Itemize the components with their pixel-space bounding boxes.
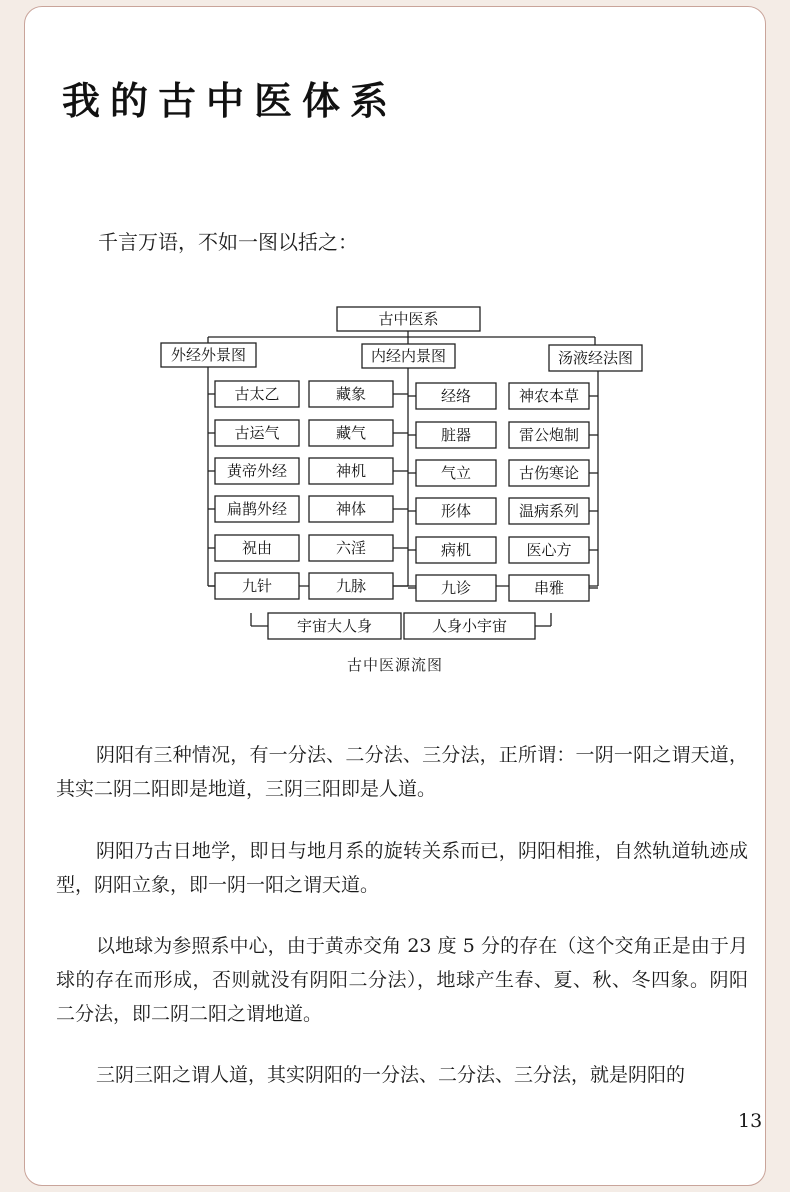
- node-label: 九诊: [440, 579, 472, 597]
- node-label: 形体: [440, 502, 472, 520]
- diagram-bottom: [268, 613, 535, 639]
- paragraph: 三阴三阳之谓人道，其实阴阳的一分法、二分法、三分法，就是阴阳的: [96, 1064, 686, 1086]
- node-label: 藏气: [335, 424, 367, 442]
- node-label: 藏象: [335, 385, 367, 403]
- column-inner-a: [309, 381, 393, 599]
- diagram-branch-inner: [362, 344, 455, 368]
- diagram-caption: 古中医源流图: [346, 656, 443, 674]
- bottom-label-macro: 宇宙大人身: [296, 617, 373, 635]
- node-label: 神体: [335, 500, 367, 518]
- branch-label-decoction: 汤液经法图: [557, 349, 634, 367]
- branch-label-outer: 外经外景图: [170, 346, 247, 364]
- node-label: 经络: [440, 387, 472, 405]
- node-label: 古太乙: [234, 385, 280, 403]
- node-label: 古运气: [234, 424, 280, 442]
- diagram-root-label: 古中医系: [378, 310, 439, 328]
- node-label: 六淫: [335, 539, 367, 557]
- node-label: 古伤寒论: [518, 464, 580, 482]
- node-label: 雷公炮制: [518, 426, 580, 444]
- diagram-branch-decoction: [549, 345, 642, 371]
- diagram-root: [337, 307, 480, 331]
- diagram-branch-outer: [161, 343, 256, 367]
- paragraph: 阴阳乃古日地学，即日与地月系的旋转关系而已，阴阳相推，自然轨道轨迹成型，阴阳立象，即一阴一阳之谓天道。: [56, 840, 748, 896]
- node-label: 气立: [440, 464, 472, 482]
- branch-label-inner: 内经内景图: [370, 347, 447, 365]
- node-label: 脏器: [440, 426, 472, 444]
- node-label: 扁鹊外经: [226, 500, 288, 518]
- node-label: 温病系列: [518, 502, 580, 520]
- node-label: 九针: [241, 577, 273, 595]
- node-label: 神机: [335, 462, 367, 480]
- node-label: 病机: [440, 541, 472, 559]
- node-label: 神农本草: [518, 387, 580, 405]
- node-label: 祝由: [241, 539, 273, 557]
- intro-text: 千言万语，不如一图以括之：: [98, 230, 358, 254]
- column-decoction: [509, 383, 589, 601]
- node-label: 医心方: [526, 541, 572, 559]
- column-outer: [215, 381, 299, 599]
- node-label: 串雅: [533, 579, 565, 597]
- paragraph: 以地球为参照系中心，由于黄赤交角 23 度 5 分的存在（这个交角正是由于月球的存在而形成，否则就没有阴阳二分法），地球产生春、夏、秋、冬四象。阴阳二分法，即二阴二阳之谓地道。: [56, 935, 748, 1025]
- node-label: 九脉: [335, 577, 367, 595]
- bottom-label-micro: 人身小宇宙: [431, 617, 508, 635]
- paragraph: 阴阳有三种情况，有一分法、二分法、三分法，正所谓：一阴一阳之谓天道，其实二阴二阳即是地道，三阴三阳即是人道。: [56, 744, 748, 800]
- page-number: 13: [738, 1110, 763, 1132]
- page-title: 我的古中医体系: [62, 79, 399, 123]
- column-inner-b: [416, 383, 496, 601]
- node-label: 黄帝外经: [226, 462, 288, 480]
